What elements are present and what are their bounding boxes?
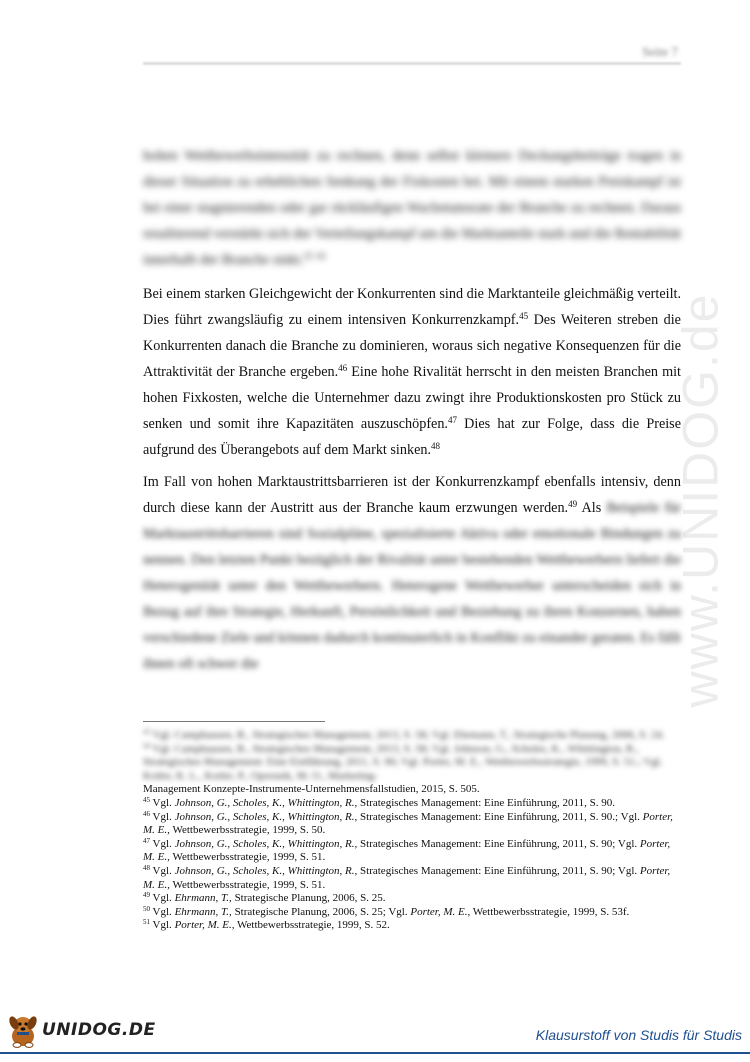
- footnote-46: [143, 811, 681, 838]
- footnote-number: 49: [143, 891, 150, 900]
- footnote-49: [143, 892, 681, 906]
- watermark: [640, 260, 750, 740]
- footnote-authors: Johnson, G., Scholes, K., Whittington, R.,: [174, 837, 358, 850]
- unidog-logo: [6, 1012, 156, 1048]
- footnote-ref: 49: [568, 499, 578, 509]
- footnote-number: 43: [143, 728, 150, 736]
- footnote-number: 47: [143, 836, 150, 845]
- footer-accent-line: [0, 1052, 750, 1054]
- logo-text: UNIDOG.DE: [42, 1020, 156, 1040]
- footnote-text: Management Konzepte-Instrumente-Unternehmensfallstudien, 2015, S. 505.: [143, 783, 480, 796]
- footnote-text: Vgl.: [150, 796, 175, 809]
- footnote-text: Vgl. Camphausen, B., Strategisches Management, 2013, S. 58; Vgl. Johnson, G., Scholes, K., Whittington, R., Strategisches Management: Eine Einführung, 2011, S. 90; Vgl. Porter, M. E., Wettbewerbsstrategie, 1999, S. 51.; Vgl. Kotler, K. L., Kotler, P., Opresnik, M. O., Marketing-: [143, 742, 663, 782]
- footnote-text: Wettbewerbsstrategie, 1999, S. 53f.: [470, 905, 630, 918]
- footnote-divider: [143, 721, 325, 722]
- footnote-45: [143, 797, 681, 811]
- paragraph-2-sentence: Dies hat zur Folge, dass die Preise aufgrund des Überangebots auf dem Markt sinken.: [143, 416, 681, 458]
- watermark-text: www.UNIDOG.de: [672, 292, 728, 708]
- dog-icon: [6, 1012, 40, 1048]
- footnote-ref: 46: [338, 363, 348, 373]
- footnote-ref: 47: [447, 415, 457, 425]
- footnote-text: Wettbewerbsstrategie, 1999, S. 51.: [169, 878, 326, 891]
- footnote-text: Vgl. Camphausen, B., Strategisches Management, 2013, S. 58; Vgl. Ehrmann, T., Strategische Planung, 2006, S. 24.: [150, 729, 665, 741]
- footnote-text: Strategische Planung, 2006, S. 25.: [231, 892, 386, 905]
- footnote-list: [143, 729, 681, 933]
- footnote-text: Strategische Planung, 2006, S. 25; Vgl.: [231, 905, 411, 918]
- footnote-text: Strategisches Management: Eine Einführung, 2011, S. 90.: [357, 796, 616, 809]
- footnote-text: Vgl.: [150, 892, 175, 905]
- footnote-43: [143, 729, 681, 743]
- footnote-blurred-part: [143, 743, 662, 782]
- footnote-authors: Porter, M. E.,: [143, 810, 673, 837]
- footnote-authors: Johnson, G., Scholes, K., Whittington, R.,: [174, 864, 358, 877]
- footnote-number: 46: [143, 809, 150, 818]
- footnote-text: Vgl.: [150, 837, 175, 850]
- header-divider: [143, 63, 681, 64]
- footnote-number: 51: [143, 918, 150, 927]
- footnote-authors: Johnson, G., Scholes, K., Whittington, R.,: [174, 796, 358, 809]
- paragraph-1-text: hohen Wettbewerbsintensität zu rechnen, denn selbst kleinere Deckungsbeiträge tragen in dieser Situation zu erheblichen Senkung der Fixkosten bei. Mit einem starken Preiskampf ist bei einer stagnierenden oder gar rückläufigen Wachstumsrate der Branche zu rechnen. Daraus resultierend verstärkt sich der Verteilungskampf um die Marktanteile stark und die Rentabilität innerhalb der Branche sinkt.: [143, 148, 681, 268]
- paragraph-3-sentence: Als: [577, 500, 602, 516]
- footnote-number: 48: [143, 863, 150, 872]
- footnote-number: 45: [143, 795, 150, 804]
- paragraph-3: [143, 469, 681, 677]
- footnote-text: Strategisches Management: Eine Einführung, 2011, S. 90; Vgl.: [357, 864, 640, 877]
- footnote-ref: 44: [316, 251, 326, 261]
- paragraph-3-blurred-text: Beispiele für Marktaustrittsbarrieren sind Sozialpläne, spezialisierte Aktiva oder emotionale Bindungen zu nennen. Den letzten Punkt bezüglich der Rivalität unter bestehenden Wettbewerbern liefert die Heterogenität unter den Wettbewerbern. Heterogene Wettbewerber unterscheiden sich in Bezug auf ihre Strategie, Herkunft, Persönlichkeit und Beziehung zu ihren Konzernen, haben verschiedene Ziele und können dadurch kontinuierlich in Konflikt zu einander geraten. Es fällt ihnen oft schwer die: [143, 500, 681, 672]
- paragraph-2-sentence: Eine hohe Rivalität herrscht in den meisten Branchen mit hohen Fixkosten, welche die Unternehmer dazu zwingt ihre Produktionskosten pro Stück zu senken und somit ihre Kapazitäten auszuschöpfen.: [143, 364, 681, 432]
- footnote-48: [143, 865, 681, 892]
- footnote-47: [143, 838, 681, 865]
- footnote-authors: Porter, M. E.,: [174, 919, 235, 932]
- footnote-text: Vgl.: [150, 919, 175, 932]
- paragraph-3-sentence: Im Fall von hohen Marktaustrittsbarrieren ist der Konkurrenzkampf ebenfalls intensiv, denn durch diese kann der Austritt aus der Branche kaum erzwungen werden.: [143, 474, 681, 516]
- paragraph-2-sentence: Des Weiteren streben die Konkurrenten danach die Branche zu dominieren, woraus sich negative Konsequenzen für die Attraktivität der Branche ergeben.: [143, 312, 681, 380]
- footnote-text: Vgl.: [150, 810, 175, 823]
- footnote-text: Vgl.: [150, 864, 175, 877]
- footnote-authors: Ehrmann, T.,: [174, 892, 232, 905]
- footnote-authors: Ehrmann, T.,: [174, 905, 232, 918]
- footnote-ref: 45: [519, 311, 529, 321]
- footnote-text: Wettbewerbsstrategie, 1999, S. 51.: [169, 851, 326, 864]
- footnote-number: 44: [143, 741, 150, 750]
- paragraph-2: [143, 281, 681, 463]
- paragraph-2-sentence: Bei einem starken Gleichgewicht der Konkurrenten sind die Marktanteile gleichmäßig verteilt. Dies führt zwangsläufig zu einem intensiven Konkurrenzkampf.: [143, 286, 681, 328]
- footnote-ref: 43: [303, 251, 313, 261]
- slogan: Klausurstoff von Studis für Studis: [535, 1027, 742, 1043]
- footnote-authors: Porter, M. E.,: [410, 905, 471, 918]
- footnote-51: [143, 919, 681, 933]
- page-number: Seite 7: [642, 44, 678, 59]
- footnote-text: Strategisches Management: Eine Einführung, 2011, S. 90; Vgl.: [357, 837, 640, 850]
- footnote-text: Strategisches Management: Eine Einführung, 2011, S. 90.; Vgl.: [357, 810, 643, 823]
- footnote-text: Wettbewerbsstrategie, 1999, S. 50.: [169, 824, 326, 837]
- paragraph-1: [143, 143, 681, 273]
- footnote-authors: Johnson, G., Scholes, K., Whittington, R.,: [174, 810, 358, 823]
- footnote-44: [143, 743, 681, 797]
- footnote-authors: Porter, M. E.,: [143, 864, 671, 891]
- footnote-authors: Porter, M. E.,: [143, 837, 671, 864]
- footnote-ref: 48: [431, 441, 441, 451]
- footnote-number: 50: [143, 904, 150, 913]
- footnote-text: Vgl.: [150, 905, 175, 918]
- footnote-50: [143, 906, 681, 920]
- footnote-text: Wettbewerbsstrategie, 1999, S. 52.: [234, 919, 390, 932]
